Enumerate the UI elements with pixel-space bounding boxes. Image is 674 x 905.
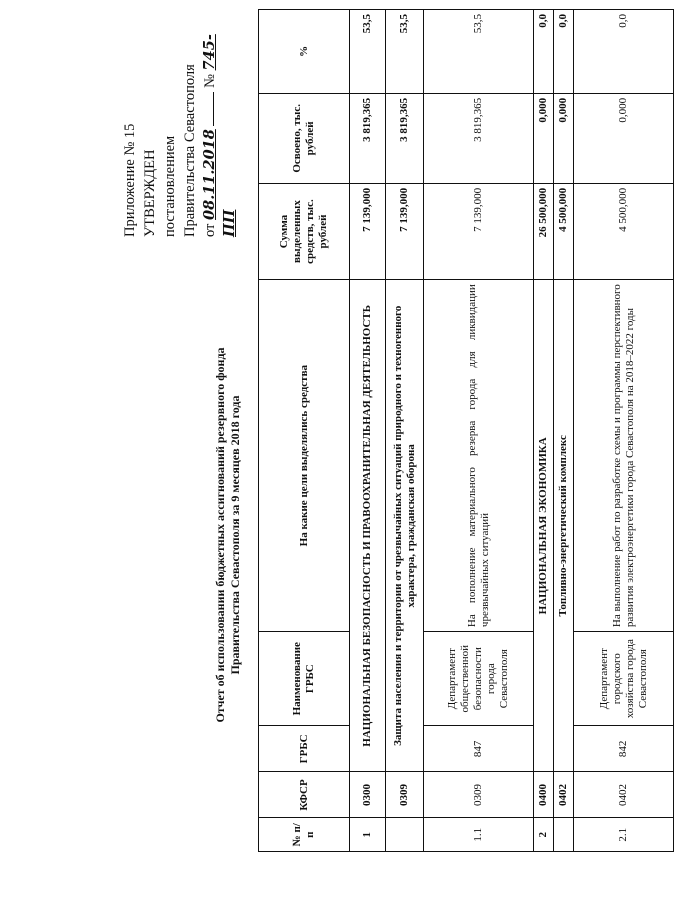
row-grbs: 847 — [424, 726, 534, 772]
row-percent: 0,0 — [554, 10, 574, 94]
row-spent: 3 819,365 — [386, 93, 424, 183]
table-row — [534, 10, 554, 852]
row-section-title: НАЦИОНАЛЬНАЯ БЕЗОПАСНОСТЬ И ПРАВООХРАНИТЕЛЬНАЯ ДЕЯТЕЛЬНОСТЬ — [350, 280, 386, 772]
report-title-line2: Правительства Севастополя за 9 месяцев 2018 года — [228, 395, 242, 675]
approval-date-line — [200, 7, 240, 237]
row-purpose: На пополнение материального резерва города для ликвидации чрезвычайных ситуаций — [424, 280, 534, 632]
row-spent: 0,000 — [534, 93, 554, 183]
handwritten-date: 08.11.2018 — [201, 129, 218, 220]
row-kfsr: 0400 — [534, 772, 554, 818]
table-row — [554, 10, 574, 852]
row-percent: 53,5 — [424, 10, 534, 94]
row-percent: 0,0 — [574, 10, 674, 94]
row-allocated: 4 500,000 — [554, 183, 574, 279]
row-spent: 3 819,365 — [350, 93, 386, 183]
row-kfsr: 0309 — [424, 772, 534, 818]
row-spent: 0,000 — [554, 93, 574, 183]
row-subsection-title: Топливно-энергетический комплекс — [554, 280, 574, 772]
resolution-label: постановлением — [162, 135, 178, 237]
header-spent: Освоено, тыс. рублей — [259, 93, 350, 183]
header-percent: % — [259, 10, 350, 94]
row-spent: 3 819,365 — [424, 93, 534, 183]
row-grbs-name: Департамент городского хозяйства города Севастополя — [574, 632, 674, 726]
row-percent: 0,0 — [534, 10, 554, 94]
government-label: Правительства Севастополя — [182, 64, 198, 237]
row-num: 2 — [534, 818, 554, 852]
row-allocated: 4 500,000 — [574, 183, 674, 279]
row-kfsr: 0300 — [350, 772, 386, 818]
row-allocated: 7 139,000 — [350, 183, 386, 279]
appendix-number: Приложение № 15 — [122, 123, 138, 237]
row-subsection-title: Защита населения и территории от чрезвычайных ситуаций природного и техногенного характера, гражданская оборона — [386, 280, 424, 772]
row-kfsr: 0402 — [554, 772, 574, 818]
table-row — [574, 10, 674, 852]
header-grbs: ГРБС — [259, 726, 350, 772]
approved-label: УТВЕРЖДЕН — [142, 149, 158, 237]
row-kfsr: 0309 — [386, 772, 424, 818]
header-kfsr: КФСР — [259, 772, 350, 818]
table-header-row — [259, 10, 350, 852]
number-prefix: № — [202, 74, 218, 88]
report-title — [213, 225, 243, 845]
row-percent: 53,5 — [350, 10, 386, 94]
row-percent: 53,5 — [386, 10, 424, 94]
table-row — [350, 10, 386, 852]
date-prefix: от — [202, 223, 218, 237]
row-allocated: 26 500,000 — [534, 183, 554, 279]
handwritten-number: 745-ПП — [201, 34, 238, 237]
report-table — [258, 9, 674, 852]
header-allocated: Сумма выделенных средств, тыс. рублей — [259, 183, 350, 279]
row-purpose: На выполнение работ по разработке схемы и программы перспективного развития электроэнергетики города Севастополя на 2018–2022 годы — [574, 280, 674, 632]
row-section-title: НАЦИОНАЛЬНАЯ ЭКОНОМИКА — [534, 280, 554, 772]
header-purpose: На какие цели выделялись средства — [259, 280, 350, 632]
row-allocated: 7 139,000 — [386, 183, 424, 279]
row-kfsr: 0402 — [574, 772, 674, 818]
header-num: № п/п — [259, 818, 350, 852]
row-spent: 0,000 — [574, 93, 674, 183]
report-title-line1: Отчет об использовании бюджетных ассигнований резервного фонда — [213, 347, 227, 723]
table-row — [386, 10, 424, 852]
header-grbs-name: Наименование ГРБС — [259, 632, 350, 726]
row-allocated: 7 139,000 — [424, 183, 534, 279]
table-row — [424, 10, 534, 852]
row-num: 1.1 — [424, 818, 534, 852]
approval-block — [120, 7, 240, 237]
row-grbs: 842 — [574, 726, 674, 772]
row-num: 2.1 — [574, 818, 674, 852]
row-grbs-name: Департамент общественной безопасности города Севастополя — [424, 632, 534, 726]
row-num: 1 — [350, 818, 386, 852]
